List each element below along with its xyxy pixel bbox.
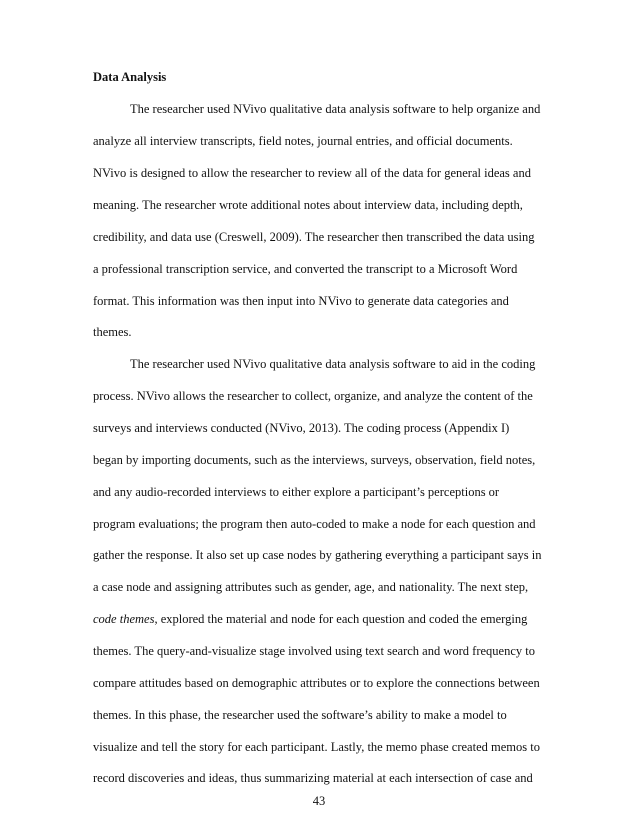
- paragraph-2-line-6: program evaluations; the program then auto-coded to make a node for each question and: [93, 517, 536, 531]
- paragraph-1-line-4: meaning. The researcher wrote additional notes about interview data, including depth,: [93, 198, 523, 212]
- paragraph-2-line-2: process. NVivo allows the researcher to collect, organize, and analyze the content of the: [93, 389, 533, 403]
- paragraph-1-line-7: format. This information was then input into NVivo to generate data categories and: [93, 294, 509, 308]
- paragraph-2-line-3: surveys and interviews conducted (NVivo, 2013). The coding process (Appendix I): [93, 421, 510, 435]
- paragraph-1-line-3: NVivo is designed to allow the researcher to review all of the data for general ideas and: [93, 166, 531, 180]
- paragraph-2-line-10: themes. The query-and-visualize stage involved using text search and word frequency to: [93, 644, 535, 658]
- paragraph-1-line-6: a professional transcription service, and converted the transcript to a Microsoft Word: [93, 262, 518, 276]
- paragraph-2-line-14: record discoveries and ideas, thus summarizing material at each intersection of case and: [93, 771, 533, 785]
- paragraph-2-line-12: themes. In this phase, the researcher used the software’s ability to make a model to: [93, 708, 507, 722]
- paragraph-1-line-5: credibility, and data use (Creswell, 2009). The researcher then transcribed the data using: [93, 230, 535, 244]
- paragraph-2-line-4: began by importing documents, such as the interviews, surveys, observation, field notes,: [93, 453, 536, 467]
- paragraph-2-line-13: visualize and tell the story for each participant. Lastly, the memo phase created memos to: [93, 740, 540, 754]
- paragraph-2-line-9: [93, 611, 527, 627]
- paragraph-1-line-2: analyze all interview transcripts, field notes, journal entries, and official documents.: [93, 134, 513, 148]
- paragraph-2-line-9-text: , explored the material and node for each question and coded the emerging: [154, 612, 528, 626]
- section-heading: Data Analysis: [93, 70, 167, 84]
- paragraph-2-line-11: compare attitudes based on demographic attributes or to explore the connections between: [93, 676, 540, 690]
- paragraph-1-line-1: The researcher used NVivo qualitative data analysis software to help organize and: [130, 102, 541, 116]
- paragraph-2-line-7: gather the response. It also set up case nodes by gathering everything a participant says in: [93, 548, 542, 562]
- paragraph-2-line-5: and any audio-recorded interviews to either explore a participant’s perceptions or: [93, 485, 500, 499]
- paragraph-2-line-1: The researcher used NVivo qualitative data analysis software to aid in the coding: [130, 357, 536, 371]
- paragraph-1-line-8: themes.: [93, 325, 132, 339]
- italic-term: code themes: [93, 612, 155, 626]
- page-number: 43: [312, 794, 326, 808]
- paragraph-2-line-8: a case node and assigning attributes such as gender, age, and nationality. The next step,: [93, 580, 529, 594]
